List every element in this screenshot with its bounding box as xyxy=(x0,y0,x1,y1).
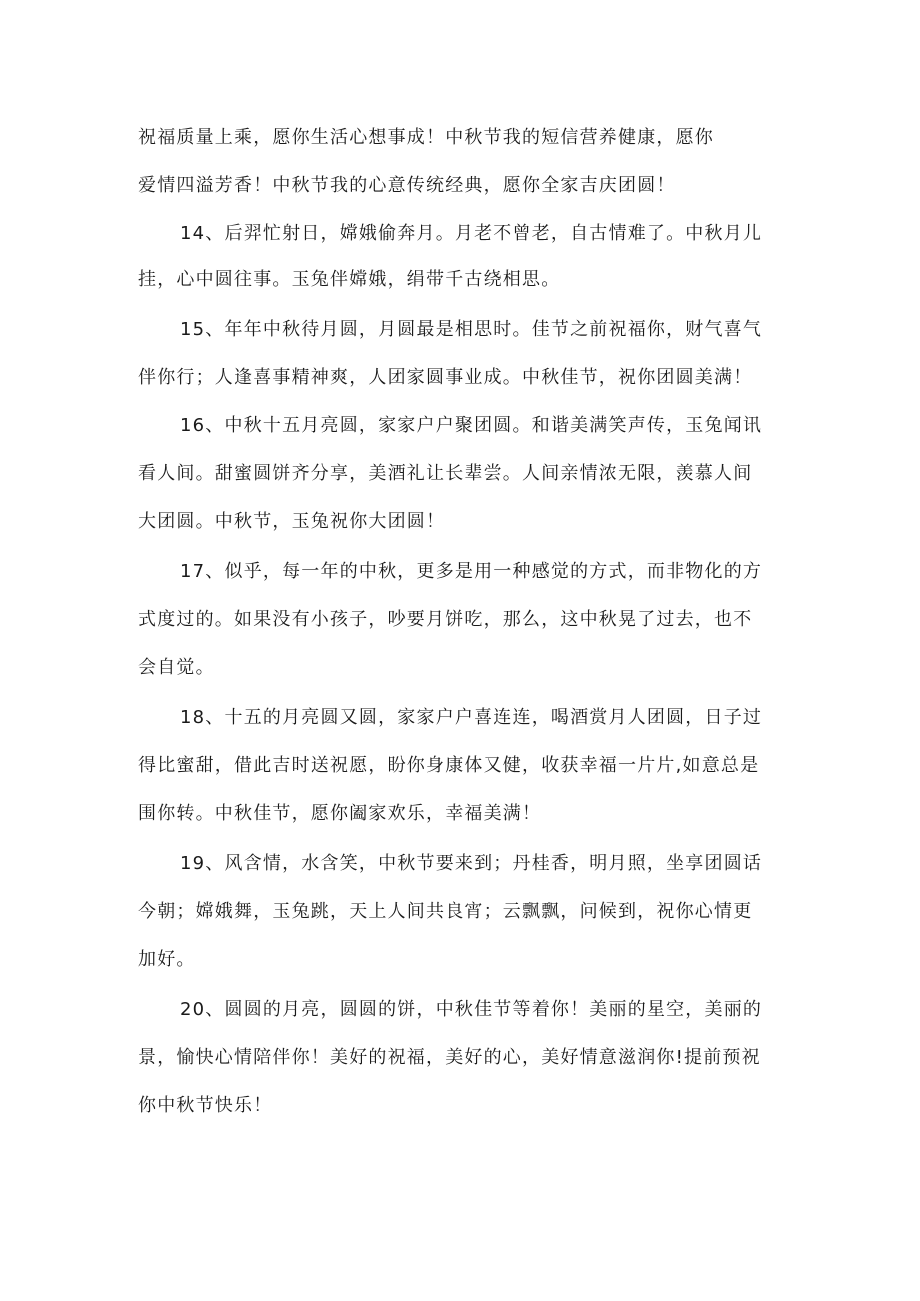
text-line: 祝福质量上乘，愿你生活心想事成！中秋节我的短信营养健康，愿你 xyxy=(138,127,714,148)
paragraph-16-start: 16、中秋十五月亮圆，家家户户聚团圆。和谐美满笑声传，玉兔闻讯 xyxy=(180,415,763,436)
text-line: 爱情四溢芳香！中秋节我的心意传统经典，愿你全家吉庆团圆！ xyxy=(138,175,676,196)
text-line: 得比蜜甜，借此吉时送祝愿，盼你身康体又健，收获幸福一片片,如意总是 xyxy=(138,755,760,776)
paragraph-17-start: 17、似乎，每一年的中秋，更多是用一种感觉的方式，而非物化的方 xyxy=(180,561,763,582)
text-line: 大团圆。中秋节，玉兔祝你大团圆！ xyxy=(138,511,446,532)
paragraph-15-start: 15、年年中秋待月圆，月圆最是相思时。佳节之前祝福你，财气喜气 xyxy=(180,319,763,340)
paragraph-20-start: 20、圆圆的月亮，圆圆的饼，中秋佳节等着你！美丽的星空，美丽的 xyxy=(180,999,763,1020)
text-line: 式度过的。如果没有小孩子，吵要月饼吃，那么，这中秋晃了过去，也不 xyxy=(138,609,753,630)
text-line: 伴你行；人逢喜事精神爽，人团家圆事业成。中秋佳节，祝你团圆美满！ xyxy=(138,367,753,388)
text-line: 看人间。甜蜜圆饼齐分享，美酒礼让长辈尝。人间亲情浓无限，羡慕人间 xyxy=(138,463,753,484)
text-line: 围你转。中秋佳节，愿你阖家欢乐，幸福美满！ xyxy=(138,803,542,824)
text-line: 你中秋节快乐！ xyxy=(138,1095,273,1116)
paragraph-18-start: 18、十五的月亮圆又圆，家家户户喜连连，喝酒赏月人团圆，日子过 xyxy=(180,707,763,728)
text-line: 挂，心中圆往事。玉兔伴嫦娥，绢带千古绕相思。 xyxy=(138,269,561,290)
text-line: 景，愉快心情陪伴你！美好的祝福，美好的心，美好情意滋润你!提前预祝 xyxy=(138,1047,761,1068)
text-line: 加好。 xyxy=(138,949,196,970)
paragraph-19-start: 19、风含情，水含笑，中秋节要来到；丹桂香，明月照，坐享团圆话 xyxy=(180,853,763,874)
paragraph-14-start: 14、后羿忙射日，嫦娥偷奔月。月老不曾老，自古情难了。中秋月儿 xyxy=(180,223,763,244)
text-line: 今朝；嫦娥舞，玉兔跳，天上人间共良宵；云飘飘，问候到，祝你心情更 xyxy=(138,901,753,922)
text-line: 会自觉。 xyxy=(138,657,215,678)
